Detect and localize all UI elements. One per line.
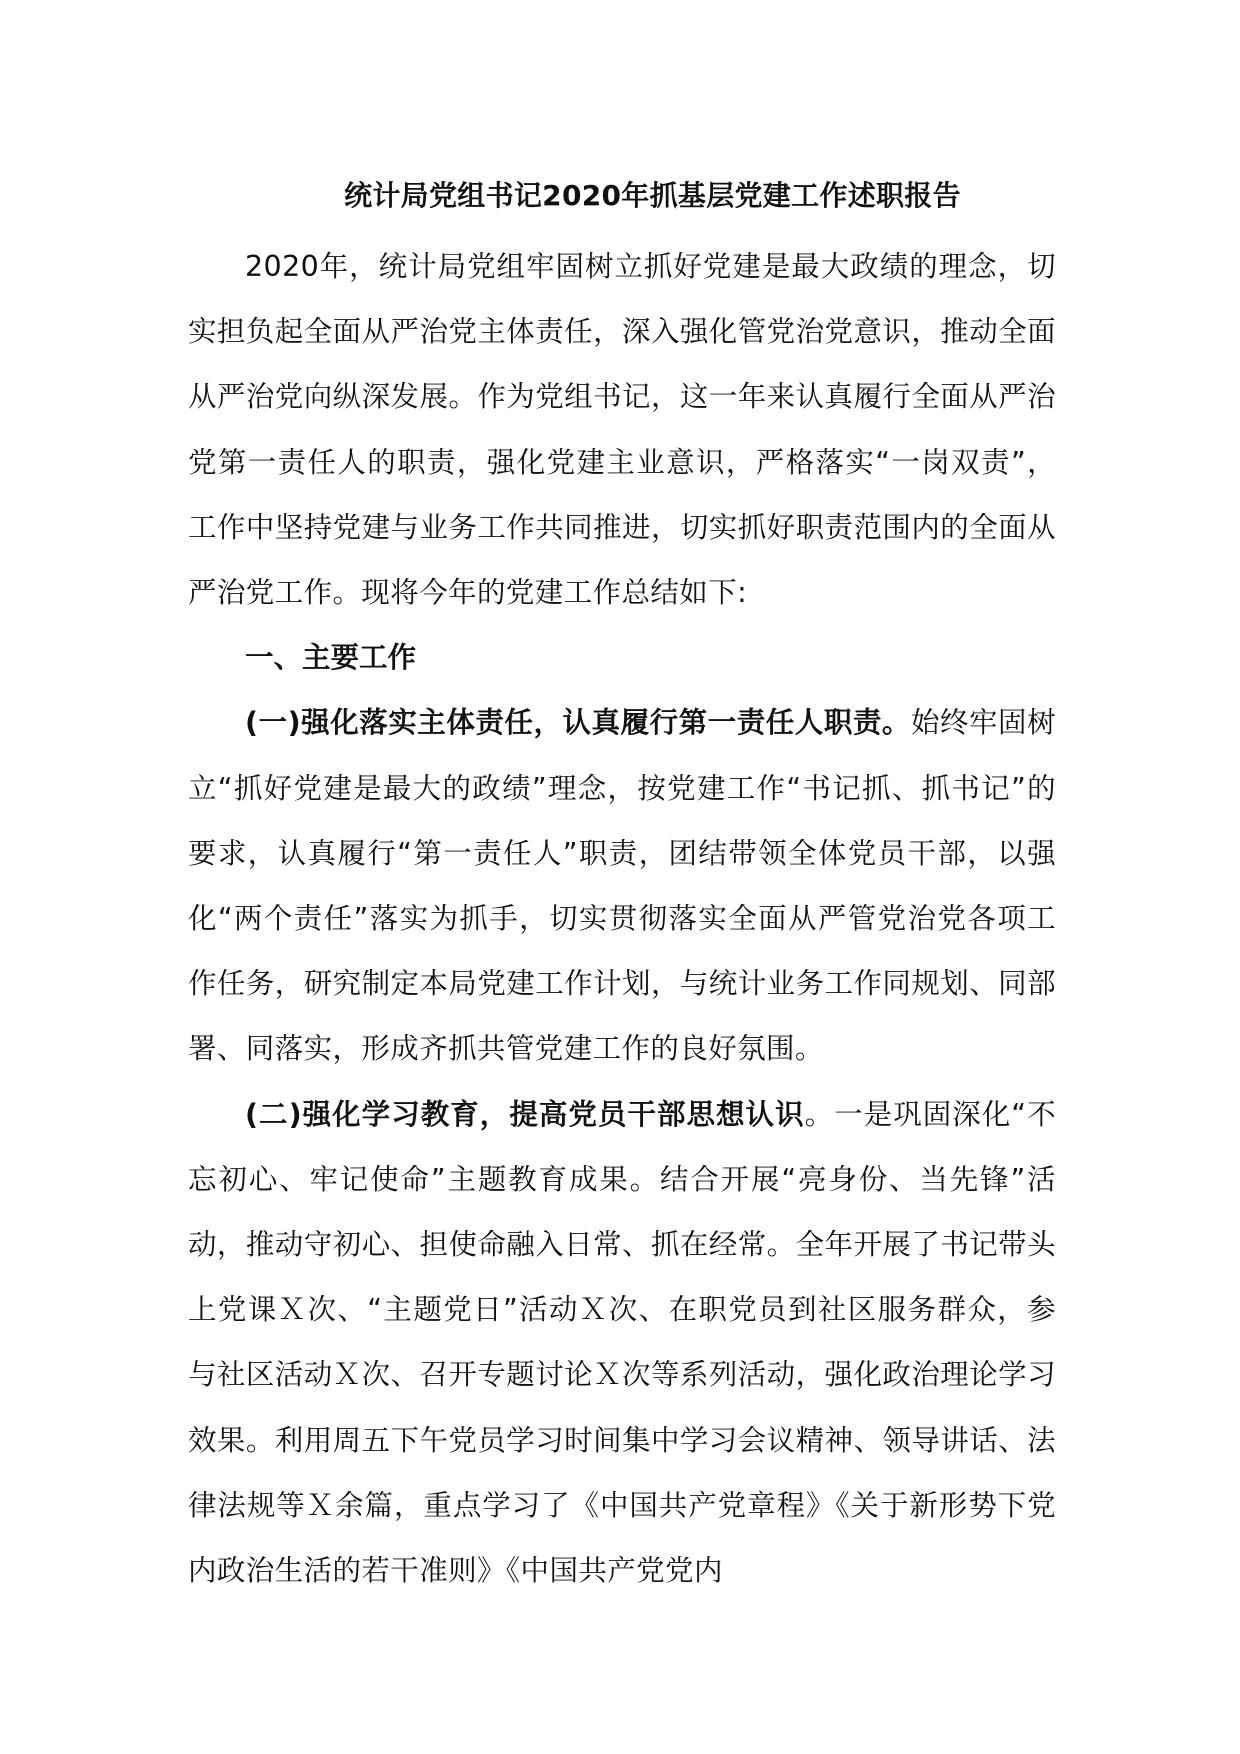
section-heading-main-work: 一、主要工作 <box>245 641 417 675</box>
item-1-lead: (一)强化落实主体责任，认真履行第一责任人职责。 <box>245 706 911 740</box>
item-2-text: 。一是巩固深化“不忘初心、牢记使命”主题教育成果。结合开展“亮身份、当先锋”活动，推动守初心、担使命融入日常、抓在经常。全年开展了书记带头上党课Ｘ次、“主题党日”活动Ｘ次、在职党员到社区服务群众，参与社区活动Ｘ次、召开专题讨论Ｘ次等系列活动，强化政治理论学习效果。利用周五下午党员学习时间集中学习会议精神、领导讲话、法律法规等Ｘ余篇，重点学习了《中国共产党章程》《关于新形势下党内政治生活的若干准则》《中国共产党党内 <box>188 1097 1056 1588</box>
paragraph-item-1 <box>188 690 1056 1081</box>
intro-paragraph: 2020年，统计局党组牢固树立抓好党建是最大政绩的理念，切实担负起全面从严治党主体责任，深入强化管党治党意识，推动全面从严治党向纵深发展。作为党组书记，这一年来认真履行全面从严治党第一责任人的职责，强化党建主业意识，严格落实“一岗双责”，工作中坚持党建与业务工作共同推进，切实抓好职责范围内的全面从严治党工作。现将今年的党建工作总结如下: <box>188 250 1056 610</box>
item-1-text: 始终牢固树立“抓好党建是最大的政绩”理念，按党建工作“书记抓、抓书记”的要求，认真履行“第一责任人”职责，团结带领全体党员干部，以强化“两个责任”落实为抓手，切实贯彻落实全面从严管党治党各项工作任务，研究制定本局党建工作计划，与统计业务工作同规划、同部署、同落实，形成齐抓共管党建工作的良好氛围。 <box>188 706 1056 1066</box>
document-title: 统计局党组书记2020年抓基层党建工作述职报告 <box>344 179 961 212</box>
document-body <box>188 234 1056 1603</box>
paragraph-item-2 <box>188 1082 1056 1604</box>
item-2-lead: (二)强化学习教育，提高党员干部思想认识 <box>245 1097 805 1131</box>
